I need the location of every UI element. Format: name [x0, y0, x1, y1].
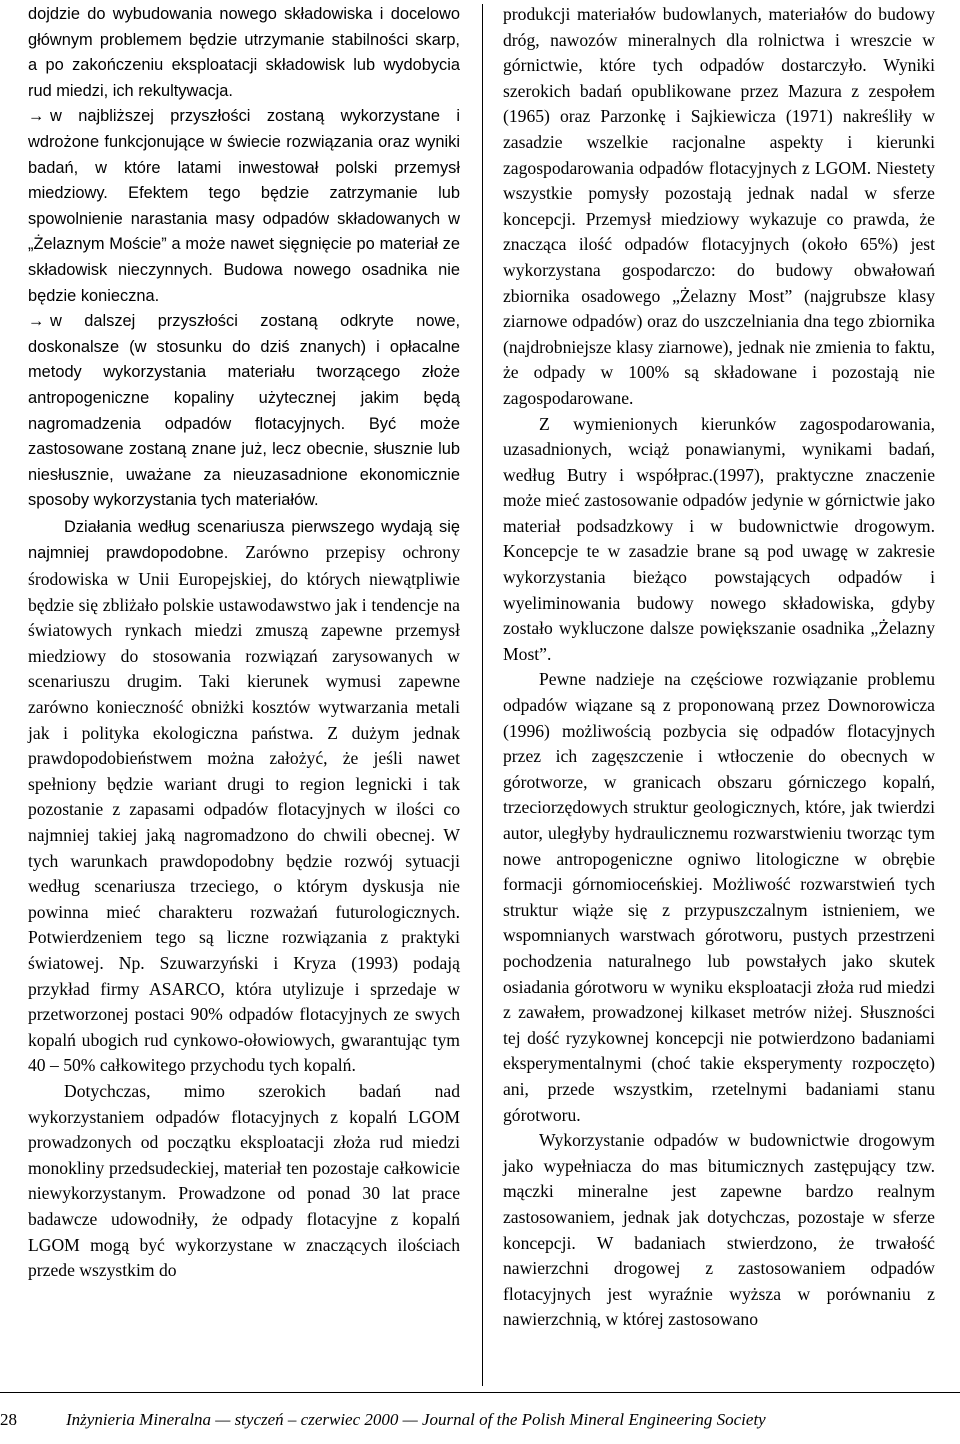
paragraph-produkcji: produkcji materiałów budowlanych, materiałów do budowy dróg, nawozów mineralnych dla rolnictwa i wreszcie w górnictwie, które tych odpadów dostarczyło. Wyniki szerokich badań opublikowane przez Mazura z zespołem (1965) oraz Parzonkę i Sajkiewicza (1971) nakreśliły w zasadzie wszelkie racjonalne aspekty i kierunki zagospodarowania odpadów flotacyjnych z LGOM. Niestety wszystkie pomysły pozostają jednak nadal w sferze koncepcji. Przemysł miedziowy wykazuje co prawda, że znacząca ilość odpadów flotacyjnych (około 65%) jest wykorzystana gospodarczo: do budowy obwałowań zbiornika osadowego „Żelazny Most” (najgrubsze klasy ziarnowe odpadów) oraz do uszczelniania dna tego zbiornika (najdrobniejsze klasy ziarnowe), jednak nie zmienia to faktu, że odpady w 100% są składowane i pozostają nie zagospodarowane. — [503, 4, 935, 408]
bullet-2-text: w dalszej przyszłości zostaną odkryte nowe, doskonalsze (w stosunku do dziś znanych) i opłacalne metody wykorzystania materiału tworzącego złoże antropogeniczne kopaliny użytecznej jakim będą nagromadzenia odpadów flotacyjnych. Być może zastosowane zostaną znane już, lecz obecnie, słusznie lub niesłusznie, uważane za nieuzasadnione ekonomicznie sposoby wykorzystania tych materiałów. — [28, 312, 460, 510]
right-arrow-icon: → — [28, 107, 45, 126]
paragraph-scenario-lead: Działania według scenariusza pierwszego wydają się najmniej prawdopodobne. — [28, 517, 460, 563]
page-footer — [0, 1410, 960, 1440]
bullet-item-1 — [28, 104, 460, 309]
paragraph-budownictwo: Wykorzystanie odpadów w budownictwie drogowym jako wypełniacza do mas bitumicznych zastępujący tzw. mączki mineralne jest zapewne bardzo realnym zastosowaniem, jednak jak dotychczas, pozostaje w sferze koncepcji. W badaniach stwierdzono, że trwałość nawierzchni drogowej z zastosowaniem odpadów flotacyjnych jest wyraźnie wyższa w porównaniu z nawierzchnią, w której zastosowano — [503, 1130, 935, 1330]
bullet-item-2 — [28, 309, 460, 514]
intro-paragraph: dojdzie do wybudowania nowego składowiska i docelowo głównym problemem będzie utrzymanie stabilności skarp, a po zakończeniu eksploatacji składowisk lub wydobycia rud miedzi, ich rekultywacja. — [28, 5, 460, 100]
page-number: 28 — [0, 1410, 17, 1429]
paragraph-dotychczas: Dotychczas, mimo szerokich badań nad wykorzystaniem odpadów flotacyjnych z kopalń LGOM prowadzonych od początku eksploatacji złoża rud miedzi monokliny przedsudeckiej, materiał ten pozostaje całkowicie niewykorzystanym. Prowadzone od ponad 30 lat prace badawcze udowodniły, że odpady flotacyjne z kopalń LGOM mogą być wykorzystane w znaczących ilościach przede wszystkim do — [28, 1080, 460, 1281]
paragraph-scenario — [28, 514, 460, 1079]
paragraph-nadzieje: Pewne nadzieje na częściowe rozwiązanie problemu odpadów wiązane są z proponowaną przez Downorowicza (1996) możliwością pozbycia się odpadów flotacyjnych przez ich zagęszczenie i wtłoczenie do obecnych w górotworze, w granicach obszaru górniczego kopalń, trzeciorzędowych struktur geologicznych, które, jak twierdzi autor, uległyby hydraulicznemu rozwarstwieniu tworząc tym nowe antropogeniczne ogniwo litologiczne w obrębie formacji górnomioceńskiej. Możliwość rozwarstwień tych struktur wiąże się z przypuszczalnym istnieniem, we wspomnianych warstwach górotworu, pustych przestrzeni pochodzenia naturalnego lub powstałych jako skutek osiadania górotworu w wyniku eksploatacji złoża rud miedzi z zawałem, prowadzonej kilkaset metrów niżej. Słuszności tej dość ryzykownej koncepcji nie potwierdzono badaniami eksperymentalnymi (choć takie eksperymenty rozpoczęto) ani, przede wszystkim, rzetelnymi badaniami stanu górotworu. — [503, 669, 935, 1125]
right-column — [503, 2, 935, 1333]
paragraph-scenario-body: Zarówno przepisy ochrony środowiska w Unii Europejskiej, do których niewątpliwie będzie się zbliżało polskie ustawodawstwo jak i tendencje na światowych rynkach miedzi zmuszą zapewne przemysł miedziowy do stosowania rozwiązań zarysowanych w scenariuszu drugim. Taki kierunek wymusi zapewne zarówno konieczność obniżki kosztów wytwarzania metali jak i polityka ekologiczna państwa. Z dużym jednak prawdopodobieństwem można założyć, że jeśli nawet spełniony będzie wariant drugi to region legnicki i tak pozostanie z zapasami odpadów flotacyjnych w ilości co najmniej takiej jaką nagromadzono do chwili obecnej. W tych warunkach prawdopodobny będzie rozwój sytuacji według scenariusza trzeciego, o którym dyskusja nie powinna mieć charakteru rozważań futurologicznych. Potwierdzeniem tego są liczne rozwiązania z praktyki światowej. Np. Szuwarzyński i Kryza (1993) podają przykład firmy ASARCO, która utylizuje i sprzedaje w przetworzonej postaci 90% odpadów flotacyjnych ze swych kopalń ubogich rud cynkowo-ołowiowych, gwarantując tym 40 – 50% całkowitego przychodu tych kopalń. — [28, 542, 460, 1076]
footer-rule — [0, 1392, 960, 1393]
right-arrow-icon: → — [28, 312, 45, 331]
left-column — [28, 2, 460, 1284]
journal-title: Inżynieria Mineralna — styczeń – czerwiec 2000 — Journal of the Polish Mineral Engineering Society — [66, 1410, 766, 1429]
bullet-1-text: w najbliższej przyszłości zostaną wykorzystane i wdrożone funkcjonujące w świecie rozwiązania oraz wyniki badań, w które latami inwestował polski przemysł miedziowy. Efektem tego będzie zatrzymanie lub spowolnienie narastania masy odpadów składowanych w „Żelaznym Moście” a może nawet sięgnięcie po materiał ze składowisk nieczynnych. Budowa nowego osadnika nie będzie konieczna. — [28, 107, 460, 305]
column-divider — [482, 4, 483, 1386]
paragraph-kierunki: Z wymienionych kierunków zagospodarowania, uzasadnionych, wciąż ponawianymi, wynikami badań, według Butry i współprac.(1997), praktyczne znaczenie może mieć zastosowanie odpadów jedynie w górnictwie jako materiał podsadzkowy i w budownictwie drogowym. Koncepcje te w zasadzie brane są pod uwagę w zakresie wykorzystania bieżąco powstających odpadów i wyeliminowania budowy nowego składowiska, gdyby zostało wykluczone dalsze powiększanie osadnika „Żelazny Most”. — [503, 413, 935, 664]
